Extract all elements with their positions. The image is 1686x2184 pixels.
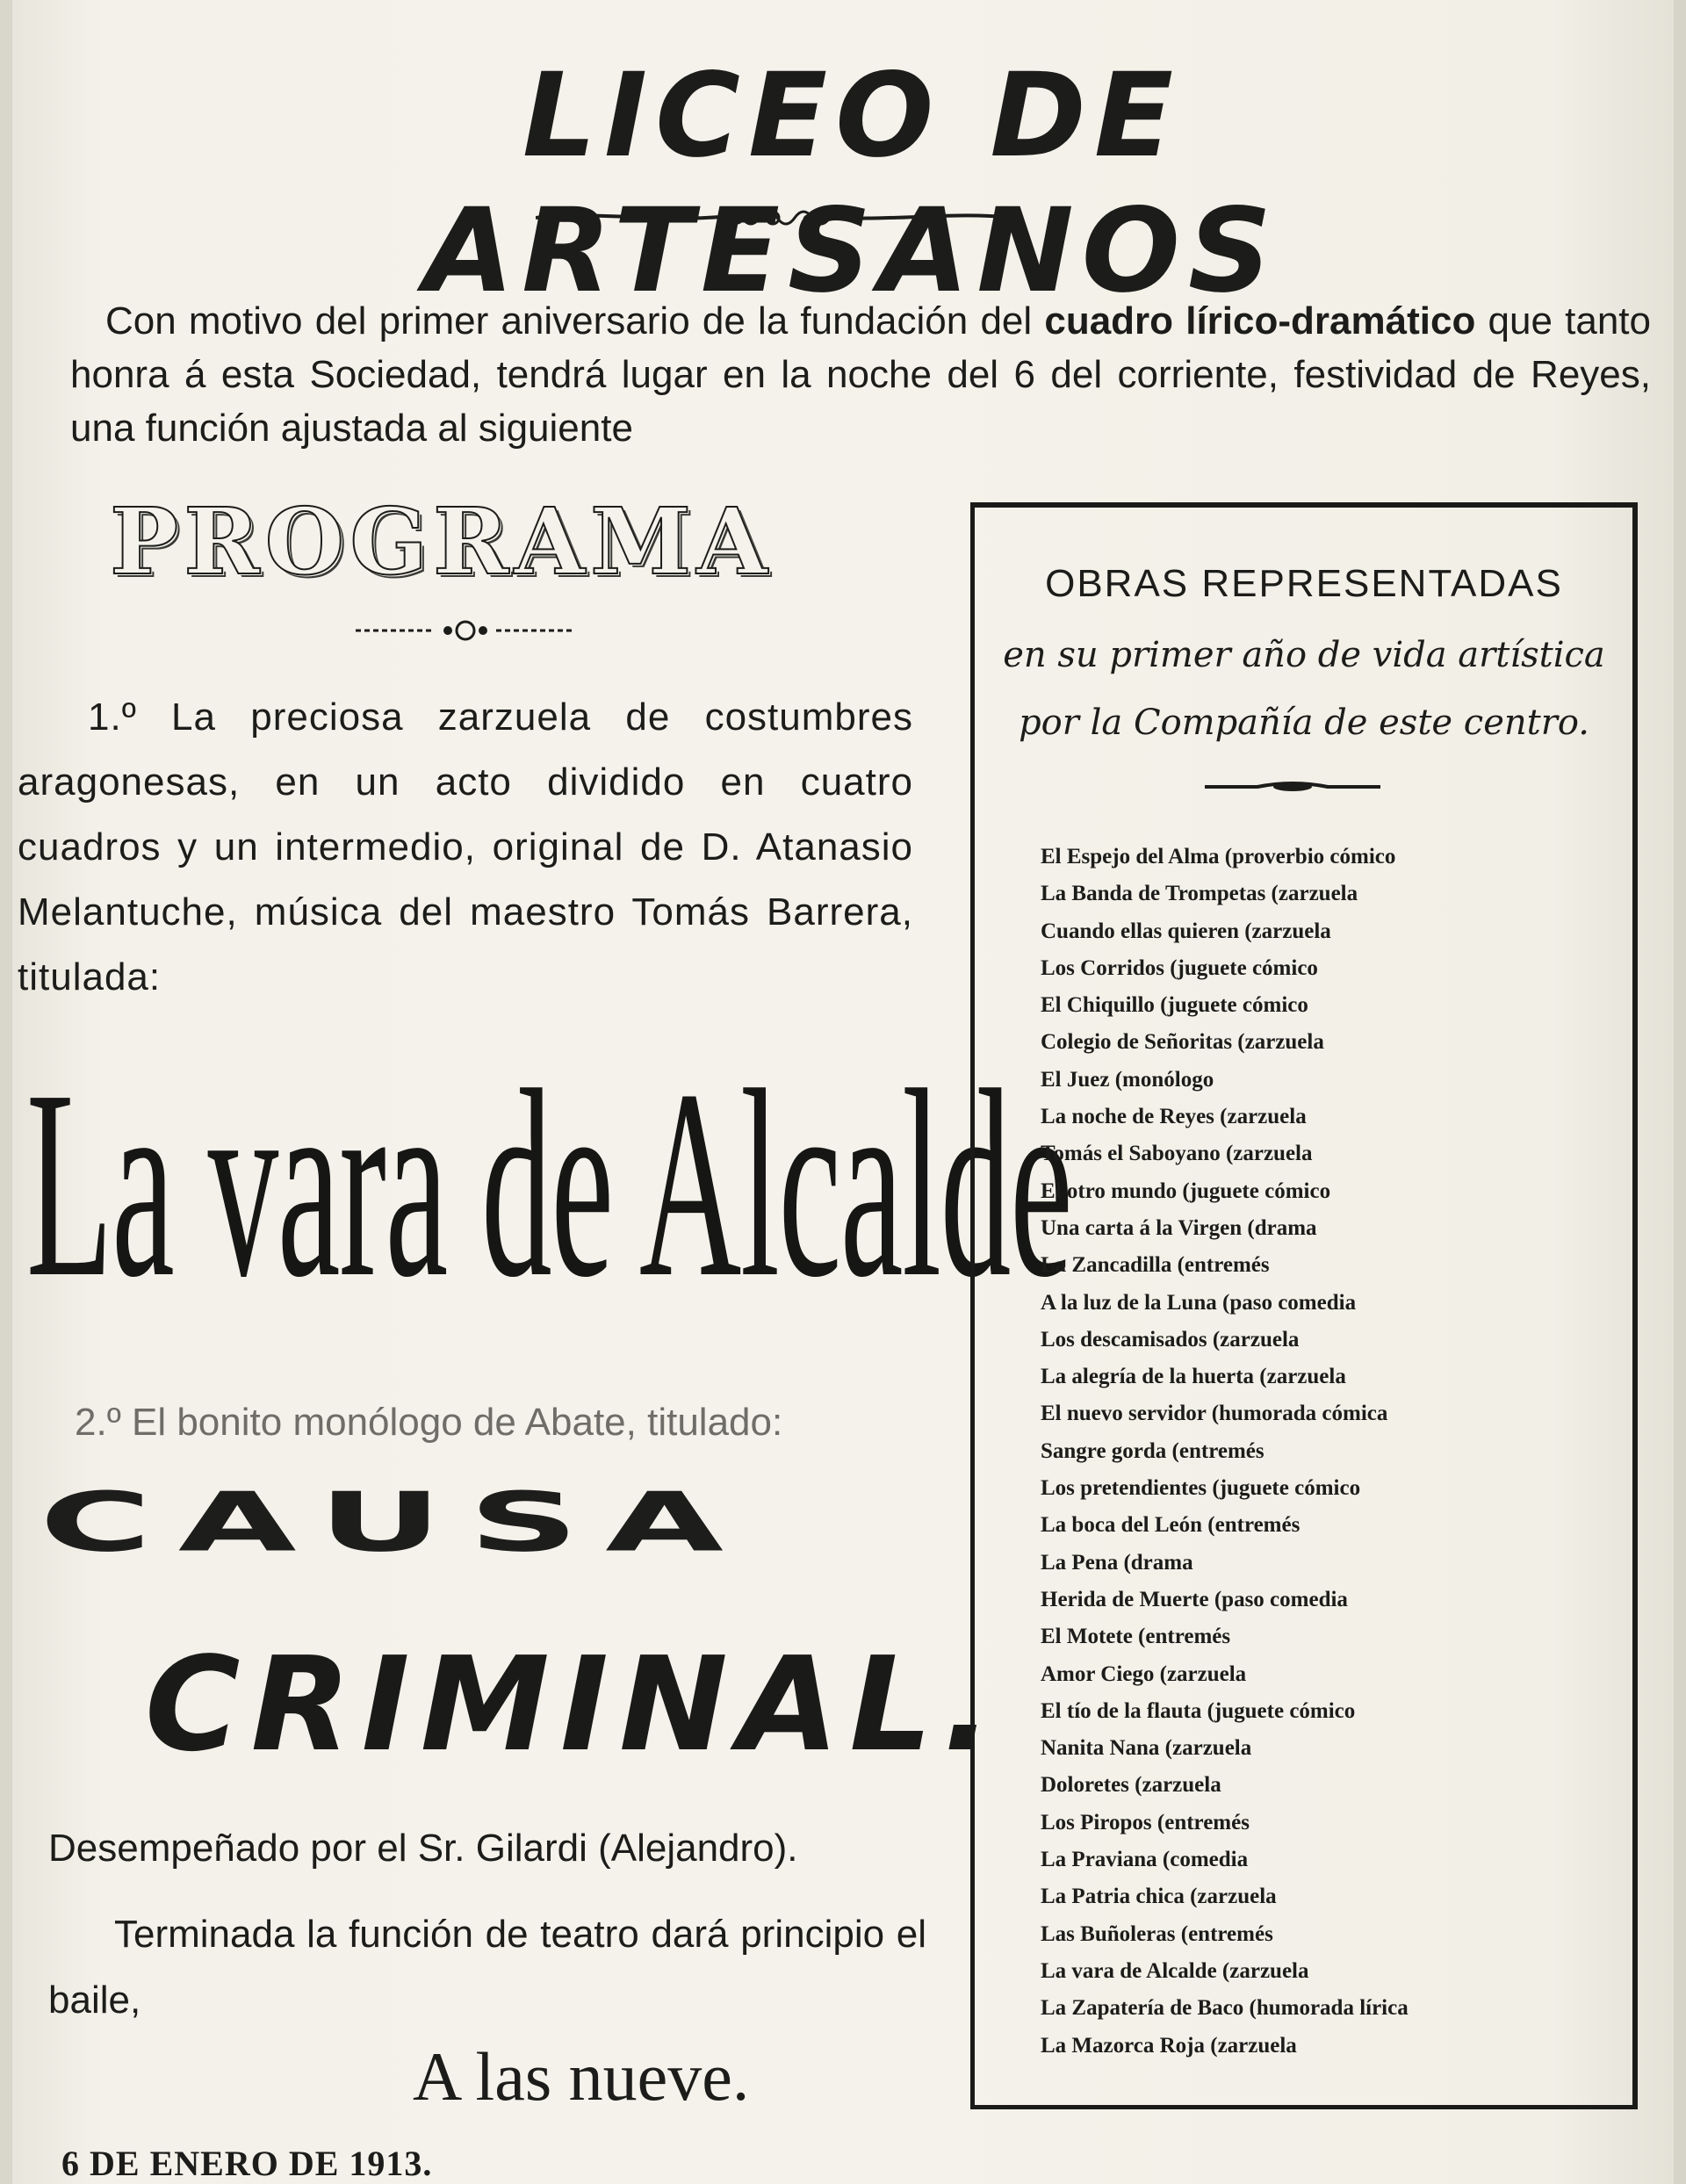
event-date: 6 DE ENERO DE 1913. — [61, 2144, 433, 2183]
works-list-item: La Praviana (comedia — [1041, 1848, 1249, 1872]
intro-paragraph — [70, 294, 1651, 455]
works-list-item: Los Corridos (juguete cómico — [1041, 955, 1318, 980]
works-list-item: La vara de Alcalde (zarzuela — [1041, 1958, 1309, 1983]
programa-heading: PROGRAMA — [110, 487, 773, 595]
works-list-item: Los Piropos (entremés — [1041, 1810, 1250, 1834]
works-list-item: El Chiquillo (juguete cómico — [1041, 993, 1308, 1018]
paper-edge-left — [0, 0, 12, 2184]
poster-title: LICEO DE ARTESANOS — [423, 48, 1280, 319]
play-title-la-vara-de-alcalde: La vara de Alcalde — [26, 1034, 1072, 1334]
program-item-2: 2.º El bonito monólogo de Abate, titulado: — [75, 1401, 783, 1444]
works-list-item: La noche de Reyes (zarzuela — [1041, 1105, 1307, 1129]
closing-dance-line: Terminada la función de teatro dará principio el baile, — [48, 1913, 926, 2022]
start-time: A las nueve. — [413, 2038, 750, 2115]
intro-text-bold: cuadro lírico-dramático — [1044, 299, 1476, 342]
works-list-item: Sangre gorda (entremés — [1041, 1438, 1264, 1463]
works-list-item: Tomás el Saboyano (zarzuela — [1041, 1142, 1313, 1166]
intro-text-end: que tanto honra á esta Sociedad, tendrá lugar en la noche del 6 del corriente, festividad de Reyes, una función ajustada al siguiente — [70, 299, 1651, 450]
works-box-subtitle-2: por la Compañía de este centro. — [1019, 703, 1589, 743]
works-list-item: La Pena (drama — [1041, 1550, 1193, 1575]
works-list-item: Una carta á la Virgen (drama — [1041, 1215, 1317, 1240]
works-box-subtitle-1: en su primer año de vida artística — [1003, 635, 1605, 675]
works-list-item: La Mazorca Roja (zarzuela — [1041, 2033, 1297, 2058]
works-list-item: Doloretes (zarzuela — [1041, 1773, 1221, 1798]
works-list-item: La Zapatería de Baco (humorada lírica — [1041, 1996, 1409, 2021]
title-ornament-divider — [536, 200, 1010, 235]
works-list — [1041, 839, 1620, 2065]
works-list-item: Amor Ciego (zarzuela — [1041, 1661, 1247, 1686]
works-list-item: La boca del León (entremés — [1041, 1513, 1301, 1538]
works-list-item: La alegría de la huerta (zarzuela — [1041, 1365, 1346, 1389]
programa-ornament-divider — [356, 617, 575, 644]
monologue-title-criminal: CRIMINAL. — [145, 1629, 1003, 1780]
paper-edge-right — [1674, 0, 1686, 2184]
works-box-ornament-divider — [1205, 778, 1380, 796]
works-list-item: Nanita Nana (zarzuela — [1041, 1736, 1252, 1761]
works-list-item: Las Buñoleras (entremés — [1041, 1921, 1273, 1946]
program-item-1: 1.º La preciosa zarzuela de costumbres aragonesas, en un acto dividido en cuatro cuadros y un intermedio, original de D. Atanasio Melantuche, música del maestro Tomás Barrera, titulada: — [18, 696, 913, 998]
performer-line: Desempeñado por el Sr. Gilardi (Alejandro). — [48, 1827, 798, 1870]
works-list-item: La Patria chica (zarzuela — [1041, 1885, 1277, 1909]
monologue-title-causa: CAUSA — [40, 1475, 751, 1570]
works-list-item: Los descamisados (zarzuela — [1041, 1327, 1300, 1351]
works-list-item: Cuando ellas quieren (zarzuela — [1041, 919, 1331, 943]
works-list-item: Los pretendientes (juguete cómico — [1041, 1476, 1361, 1501]
works-list-item: El otro mundo (juguete cómico — [1041, 1178, 1331, 1203]
works-list-item: La Banda de Trompetas (zarzuela — [1041, 882, 1358, 906]
works-list-item: La Zancadilla (entremés — [1041, 1253, 1270, 1278]
works-list-item: Colegio de Señoritas (zarzuela — [1041, 1030, 1324, 1055]
works-box-title: OBRAS REPRESENTADAS — [1045, 562, 1563, 605]
works-list-item: A la luz de la Luna (paso comedia — [1041, 1290, 1357, 1315]
works-list-item: El Juez (monólogo — [1041, 1067, 1214, 1092]
intro-text-start: Con motivo del primer aniversario de la fundación del — [105, 299, 1045, 342]
works-list-item: El nuevo servidor (humorada cómica — [1041, 1402, 1388, 1426]
works-list-item: El Espejo del Alma (proverbio cómico — [1041, 845, 1396, 869]
works-list-item: Herida de Muerte (paso comedia — [1041, 1587, 1348, 1611]
works-list-item: El tío de la flauta (juguete cómico — [1041, 1698, 1356, 1723]
works-list-item: El Motete (entremés — [1041, 1625, 1231, 1649]
